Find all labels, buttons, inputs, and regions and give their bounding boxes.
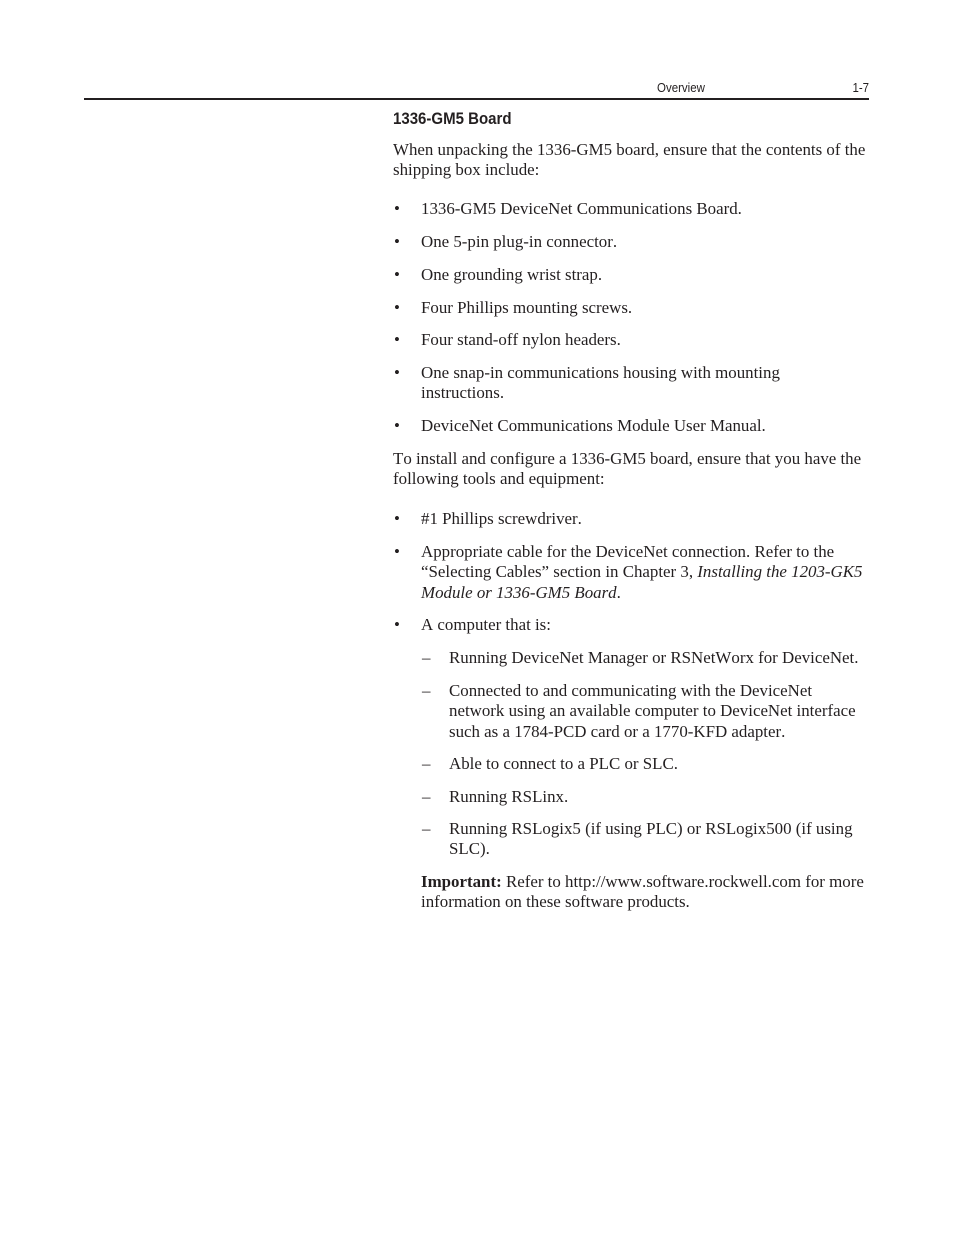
- text-line: 1336-GM5 DeviceNet Communications Board.: [421, 198, 742, 218]
- text-line: Four Phillips mounting screws.: [421, 297, 633, 317]
- text-line: Running RSLogix5 (if using PLC) or RSLogix500 (if using: [449, 818, 853, 838]
- dash-marker: –: [422, 818, 431, 838]
- text-line: shipping box include:: [393, 160, 540, 179]
- text-line: Able to connect to a PLC or SLC.: [449, 753, 678, 773]
- important-note: [421, 872, 864, 913]
- sentence-end: .: [616, 582, 621, 602]
- dash-marker: –: [422, 680, 431, 700]
- bullet-marker: •: [394, 614, 400, 634]
- text-line: When unpacking the 1336-GM5 board, ensure that the contents of the: [393, 139, 866, 159]
- text-line: [421, 562, 870, 583]
- bullet-marker: •: [394, 297, 400, 317]
- list-item: [393, 232, 870, 253]
- text-line: DeviceNet Communications Module User Manual.: [421, 415, 766, 435]
- bullet-marker: •: [394, 231, 400, 251]
- text-line: One snap-in communications housing with mounting: [421, 362, 780, 382]
- list-item: [393, 363, 870, 404]
- bullet-marker: •: [394, 362, 400, 382]
- list-item-text: [421, 330, 870, 351]
- list-item-text: [421, 298, 870, 319]
- list-item: [393, 199, 870, 220]
- text-line: [421, 872, 864, 893]
- book-title: Module or 1336-GM5 Board: [421, 582, 617, 602]
- sub-list-item: [421, 648, 870, 669]
- text-line: Running DeviceNet Manager or RSNetWorx for DeviceNet.: [449, 647, 859, 667]
- bullet-marker: •: [394, 541, 400, 561]
- note-text: for more: [805, 871, 864, 891]
- text-line: instructions.: [421, 383, 505, 402]
- list-item-text: [421, 542, 870, 604]
- computer-list-item: [393, 614, 870, 858]
- bullet-marker: •: [394, 415, 400, 435]
- sub-list-item-text: [449, 648, 870, 669]
- list-item: [393, 509, 870, 530]
- text-line: Appropriate cable for the DeviceNet connection. Refer to the: [421, 541, 835, 561]
- bullet-marker: •: [394, 508, 400, 528]
- list-item-text: [421, 615, 870, 636]
- section-heading: 1336-GM5 Board: [393, 110, 512, 128]
- dash-marker: –: [422, 786, 431, 806]
- list-item-text: [421, 199, 870, 220]
- list-item-text: [421, 363, 870, 404]
- sub-list-item-text: [449, 787, 870, 808]
- sub-list-item: [421, 819, 870, 860]
- list-item-text: [421, 265, 870, 286]
- dash-marker: –: [422, 753, 431, 773]
- text-line: To install and configure a 1336-GM5 board, ensure that you have the: [393, 448, 862, 468]
- text-line: Running RSLinx.: [449, 786, 569, 806]
- sub-list-item: [421, 754, 870, 775]
- bullet-marker: •: [394, 264, 400, 284]
- bullet-marker: •: [394, 198, 400, 218]
- list-item: [393, 298, 870, 319]
- intro-paragraph: [393, 140, 865, 181]
- important-label: Important:: [421, 871, 502, 891]
- list-item-text: [421, 232, 870, 253]
- text-line: such as a 1784-PCD card or a 1770-KFD adapter.: [449, 721, 786, 741]
- note-text: Refer to: [505, 871, 561, 891]
- list-item-text: [421, 509, 870, 530]
- bullet-marker: •: [394, 329, 400, 349]
- list-item: [393, 265, 870, 286]
- sub-list-item: [421, 681, 870, 743]
- software-url: http://www.software.rockwell.com: [565, 871, 801, 891]
- running-header-section: Overview: [657, 81, 705, 95]
- sub-list-item: [421, 787, 870, 808]
- dash-marker: –: [422, 647, 431, 667]
- text-line: One grounding wrist strap.: [421, 264, 603, 284]
- text-line: information on these software products.: [421, 892, 690, 911]
- header-rule: [84, 98, 869, 100]
- list-item: [393, 416, 870, 437]
- text-line: following tools and equipment:: [393, 469, 605, 488]
- text-line: One 5-pin plug-in connector.: [421, 231, 618, 251]
- cable-list-item: [393, 542, 870, 604]
- text-line: A computer that is:: [421, 614, 551, 634]
- tools-intro-paragraph: [393, 449, 861, 490]
- list-item-text: [421, 416, 870, 437]
- text-line: Four stand-off nylon headers.: [421, 329, 621, 349]
- sub-list-item-text: [449, 819, 870, 860]
- text-line: [421, 583, 870, 604]
- page-number: 1-7: [852, 81, 869, 95]
- text-line: #1 Phillips screwdriver.: [421, 508, 582, 528]
- text-line: SLC).: [449, 839, 490, 858]
- text-line: Connected to and communicating with the DeviceNet: [449, 680, 813, 700]
- cable-reference-text: “Selecting Cables” section in Chapter 3,: [421, 562, 694, 581]
- sub-list-item-text: [449, 754, 870, 775]
- sub-list-item-text: [449, 681, 870, 743]
- list-item: [393, 330, 870, 351]
- text-line: network using an available computer to DeviceNet interface: [449, 701, 856, 720]
- book-title: Installing the 1203-GK5: [697, 562, 863, 581]
